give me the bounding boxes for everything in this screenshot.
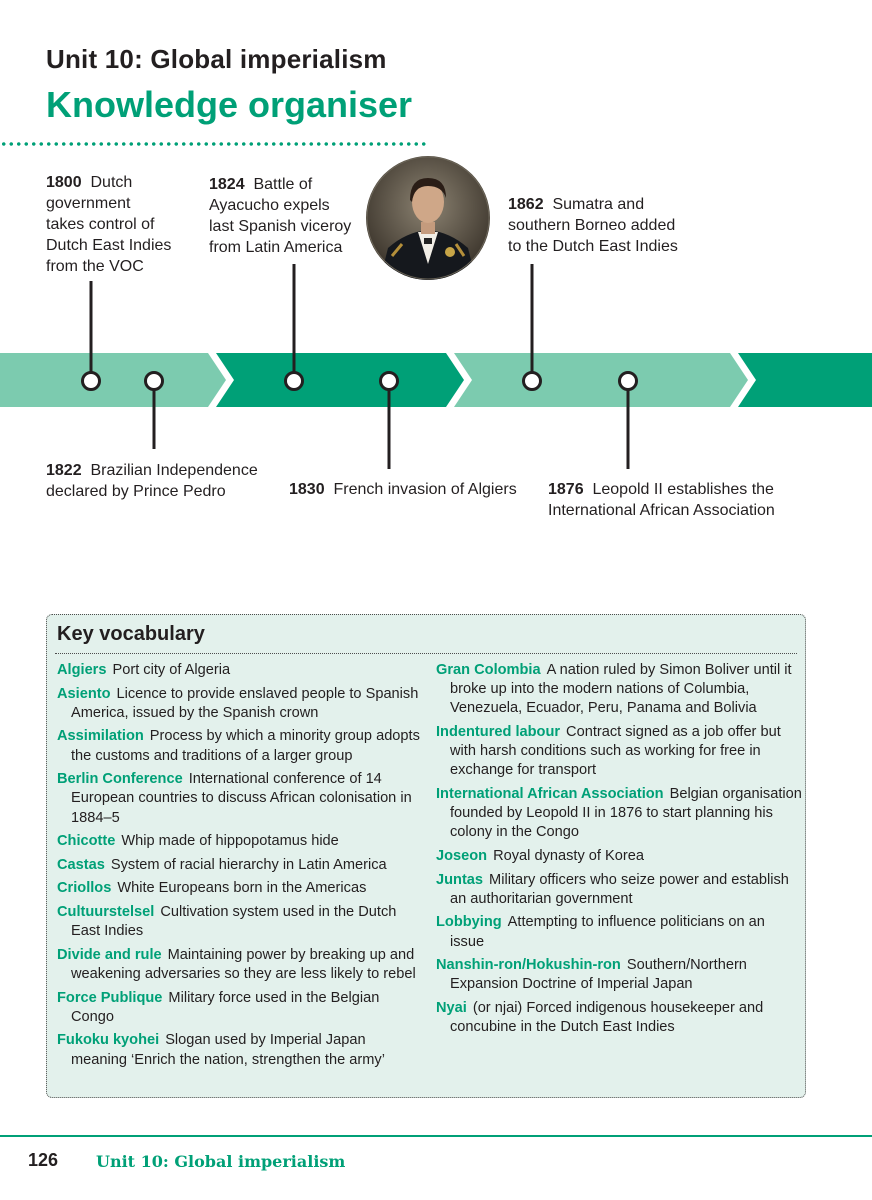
vocabulary-definition: A nation ruled by Simon Boliver until it broke up into the modern nations of Columbia, Venezuela, Ecuador, Peru, Panama and Bolivia — [450, 662, 792, 717]
event-year: 1862 — [508, 196, 544, 213]
vocabulary-definition: System of racial hierarchy in Latin America — [110, 856, 387, 873]
event-year: 1800 — [46, 174, 82, 191]
vocabulary-definition: Process by which a minority group adopts the customs and traditions of a larger group — [71, 728, 420, 764]
vocabulary-definition: Southern/Northern Expansion Doctrine of Imperial Japan — [450, 957, 747, 993]
event-text-line: Sumatra and — [552, 196, 645, 213]
vocabulary-definition: (or njai) Forced indigenous housekeeper and concubine in the Dutch East Indies — [450, 999, 764, 1036]
vocabulary-entry — [436, 913, 802, 951]
timeline-segment-light — [0, 353, 226, 407]
vocabulary-term: Berlin Conference — [57, 771, 183, 788]
vocabulary-entry — [57, 832, 423, 851]
vocabulary-term: Nyai — [436, 999, 467, 1016]
page-title: Knowledge organiser — [46, 84, 413, 125]
timeline-marker — [286, 373, 303, 390]
event-year: 1830 — [289, 481, 325, 498]
vocabulary-definition: Military force used in the Belgian Congo — [71, 989, 380, 1025]
vocabulary-term: Divide and rule — [57, 946, 162, 963]
vocabulary-term: Chicotte — [57, 833, 116, 850]
vocabulary-entry — [57, 903, 423, 941]
vocabulary-entry — [57, 1031, 423, 1069]
event-text-line: government — [46, 195, 131, 212]
event-text-line: Dutch East Indies — [46, 237, 172, 254]
vocabulary-term: Fukoku kyohei — [57, 1032, 160, 1049]
dotted-divider — [55, 653, 797, 654]
vocabulary-entry — [57, 727, 423, 765]
event-text-line: International African Association — [548, 502, 775, 519]
event-year: 1876 — [548, 481, 584, 498]
vocabulary-definition: Licence to provide enslaved people to Spanish America, issued by the Spanish crown — [71, 685, 419, 721]
vocabulary-entry — [436, 847, 802, 866]
event-text-line: declared by Prince Pedro — [46, 483, 226, 500]
timeline-marker — [381, 373, 398, 390]
vocabulary-entry — [436, 785, 802, 843]
vocabulary-definition: Military officers who seize power and establish an authoritarian government — [450, 871, 789, 907]
timeline-event-1830 — [289, 479, 517, 500]
vocabulary-definition: Maintaining power by breaking up and weakening adversaries so they are less likely to rebel — [71, 946, 416, 982]
vocabulary-term: Cultuurstelsel — [57, 903, 155, 920]
timeline-band — [0, 250, 872, 480]
vocabulary-entry — [57, 879, 423, 898]
event-text-line: southern Borneo added — [508, 217, 676, 234]
page-number: 126 — [28, 1150, 59, 1170]
event-text-line: from the VOC — [46, 258, 144, 275]
vocabulary-term: Algiers — [57, 662, 107, 678]
vocabulary-term: Force Publique — [57, 989, 163, 1006]
key-vocabulary-panel — [46, 614, 806, 1098]
vocabulary-term: Gran Colombia — [436, 662, 541, 678]
timeline-segment-dark — [216, 353, 464, 407]
vocabulary-term: Indentured labour — [436, 724, 561, 740]
vocabulary-entry — [436, 956, 802, 994]
vocabulary-definition: Belgian organisation founded by Leopold II in 1876 to start planning his colony in the Congo — [450, 786, 802, 841]
vocabulary-entry — [57, 946, 423, 984]
timeline-event-1824 — [209, 174, 351, 258]
vocabulary-entry — [436, 661, 802, 719]
event-text-line: Ayacucho expels — [209, 197, 330, 214]
vocabulary-entry — [57, 770, 423, 828]
vocabulary-definition: Cultivation system used in the Dutch East Indies — [71, 903, 397, 940]
vocabulary-term: Castas — [57, 856, 105, 873]
vocabulary-definition: White Europeans born in the Americas — [117, 880, 367, 897]
event-text-line: takes control of — [46, 216, 155, 233]
dotted-divider — [0, 142, 428, 146]
vocabulary-entry — [436, 871, 802, 909]
vocabulary-term: Criollos — [57, 880, 112, 897]
vocabulary-term: Juntas — [436, 871, 484, 888]
timeline-marker — [524, 373, 541, 390]
event-year: 1822 — [46, 462, 82, 479]
event-text-line: from Latin America — [209, 239, 343, 256]
event-text-line: Brazilian Independence — [90, 462, 258, 479]
event-text-line: to the Dutch East Indies — [508, 238, 678, 255]
timeline-marker — [146, 373, 163, 390]
vocabulary-definition: Royal dynasty of Korea — [493, 848, 644, 864]
timeline-event-1822 — [46, 460, 258, 502]
footer-divider — [0, 1135, 872, 1137]
event-text-line: Leopold II establishes the — [592, 481, 774, 498]
event-year: 1824 — [209, 176, 245, 193]
footer-unit-title: Unit 10: Global imperialism — [96, 1152, 346, 1171]
vocabulary-definition: Contract signed as a job offer but with harsh conditions such as working for free in exchange for transport — [450, 724, 781, 779]
timeline-marker — [620, 373, 637, 390]
vocabulary-definition: Port city of Algeria — [112, 662, 231, 678]
vocabulary-definition: Slogan used by Imperial Japan meaning ‘Enrich the nation, strengthen the army’ — [71, 1032, 385, 1068]
timeline-segment-light — [454, 353, 748, 407]
timeline-event-1876 — [548, 479, 775, 521]
vocabulary-definition: International conference of 14 European countries to discuss African colonisation in 1884–5 — [71, 771, 412, 826]
event-text-line: Battle of — [253, 176, 313, 193]
vocabulary-term: Asiento — [57, 685, 111, 702]
timeline-marker — [83, 373, 100, 390]
vocabulary-term: Lobbying — [436, 914, 502, 931]
vocabulary-term: Assimilation — [57, 728, 144, 745]
unit-title: Unit 10: Global imperialism — [46, 44, 387, 74]
timeline-segment-dark — [738, 353, 872, 407]
event-text-line: last Spanish viceroy — [209, 218, 352, 235]
vocabulary-heading: Key vocabulary — [57, 623, 205, 645]
vocabulary-entry — [57, 685, 423, 723]
vocabulary-term: International African Association — [436, 786, 664, 802]
vocabulary-term: Joseon — [436, 848, 488, 864]
vocabulary-entry — [436, 723, 802, 781]
vocabulary-entry — [57, 856, 423, 875]
vocabulary-definition: Attempting to influence politicians on an issue — [450, 914, 765, 950]
vocabulary-definition: Whip made of hippopotamus hide — [121, 833, 339, 850]
timeline-event-1862 — [508, 194, 678, 257]
vocabulary-column-left — [57, 661, 423, 1074]
vocabulary-entry — [57, 989, 423, 1027]
event-text-line: Dutch — [90, 174, 133, 191]
vocabulary-term: Nanshin-ron/Hokushin-ron — [436, 957, 621, 974]
vocabulary-column-right — [436, 661, 802, 1042]
vocabulary-entry — [436, 999, 802, 1037]
event-text-line: French invasion of Algiers — [333, 481, 517, 498]
vocabulary-entry — [57, 661, 423, 680]
